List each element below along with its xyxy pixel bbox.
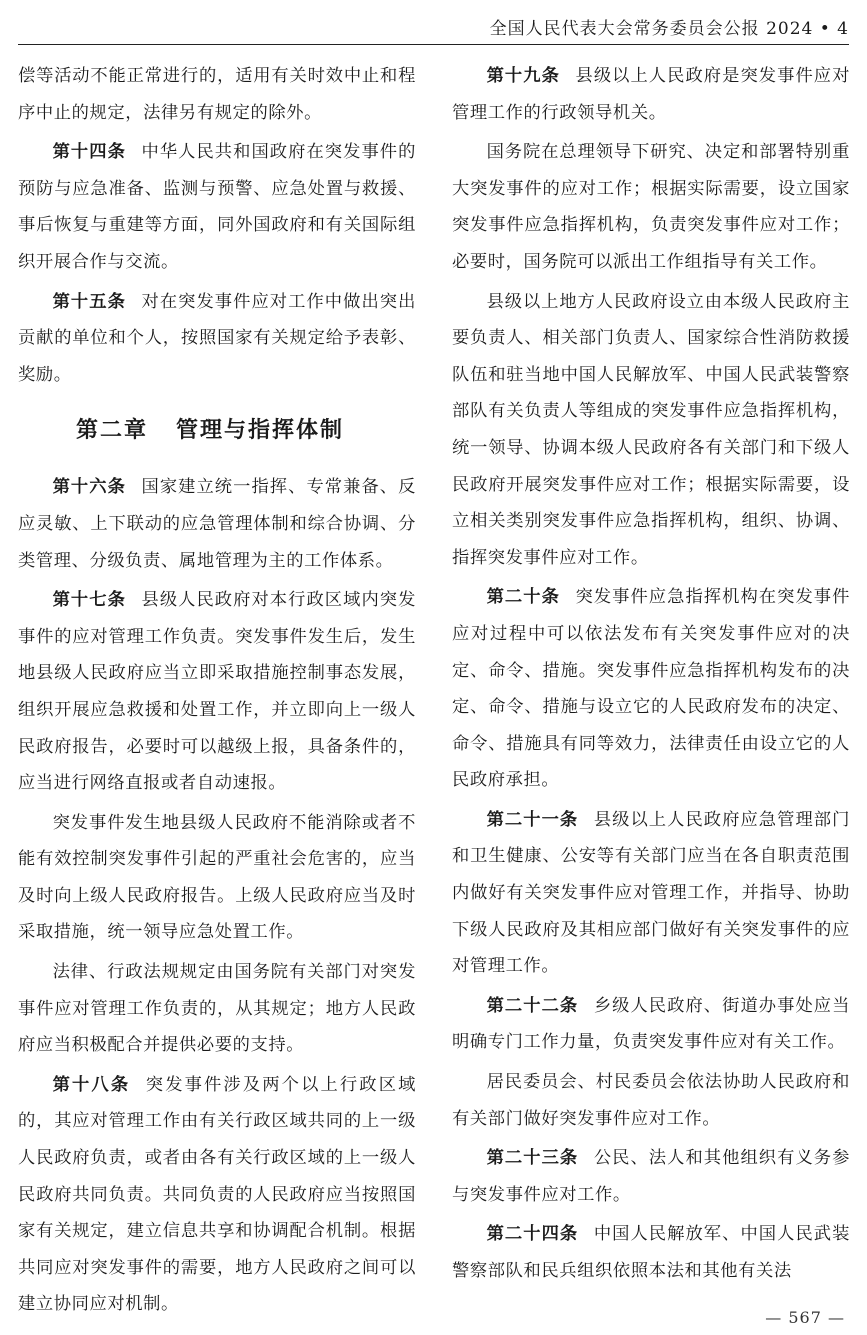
article-text: 公民、法人和其他组织有义务参与突发事件应对工作。 xyxy=(452,1148,850,1205)
article-16 xyxy=(18,469,416,579)
article-17 xyxy=(18,582,416,802)
paragraph-continuation: 偿等活动不能正常进行的，适用有关时效中止和程序中止的规定，法律另有规定的除外。 xyxy=(18,66,416,123)
article-23 xyxy=(452,1140,850,1213)
article-number: 第二十四条 xyxy=(486,1224,579,1245)
article-text: 突发事件涉及两个以上行政区域的，其应对管理工作由有关行政区域共同的上一级人民政府负责，或者由各有关行政区域的上一级人民政府共同负责。共同负责的人民政府应当按照国家有关规定，建立信息共享和协调配合机制。根据共同应对突发事件的需要，地方人民政府之间可以建立协同应对机制。 xyxy=(18,1074,416,1315)
article-number: 第十五条 xyxy=(52,291,126,312)
chapter-number: 第二章 xyxy=(76,418,149,444)
article-19-paragraph-2: 国务院在总理领导下研究、决定和部署特别重大突发事件的应对工作；根据实际需要，设立国家突发事件应急指挥机构，负责突发事件应对工作；必要时，国务院可以派出工作组指导有关工作。 xyxy=(452,142,850,272)
article-22-paragraph-2: 居民委员会、村民委员会依法协助人民政府和有关部门做好突发事件应对工作。 xyxy=(452,1072,850,1129)
article-text: 突发事件应急指挥机构在突发事件应对过程中可以依法发布有关突发事件应对的决定、命令、措施。突发事件应急指挥机构发布的决定、命令、措施与设立它的人民政府发布的决定、命令、措施具有同等效力，法律责任由设立它的人民政府承担。 xyxy=(452,587,850,791)
article-17-paragraph-3: 法律、行政法规规定由国务院有关部门对突发事件应对管理工作负责的，从其规定；地方人民政府应当积极配合并提供必要的支持。 xyxy=(18,962,416,1056)
gazette-title: 全国人民代表大会常务委员会公报 2024 • 4 xyxy=(489,19,849,39)
article-number: 第十六条 xyxy=(52,477,126,498)
article-21 xyxy=(452,802,850,985)
right-column xyxy=(452,58,850,1293)
left-column xyxy=(18,58,416,1326)
article-text: 对在突发事件应对工作中做出突出贡献的单位和个人，按照国家有关规定给予表彰、奖励。 xyxy=(18,291,416,385)
chapter-heading xyxy=(76,411,416,451)
article-number: 第十七条 xyxy=(52,590,126,611)
article-number: 第十九条 xyxy=(486,66,560,86)
article-14 xyxy=(18,134,416,280)
article-number: 第二十条 xyxy=(486,587,560,608)
article-text: 国家建立统一指挥、专常兼备、反应灵敏、上下联动的应急管理体制和综合协调、分类管理、分级负责、属地管理为主的工作体系。 xyxy=(18,477,416,571)
article-number: 第十四条 xyxy=(52,142,126,163)
page-header xyxy=(18,0,849,45)
article-22 xyxy=(452,988,850,1061)
article-18 xyxy=(18,1067,416,1323)
article-text: 县级人民政府对本行政区域内突发事件的应对管理工作负责。突发事件发生后，发生地县级人民政府应当立即采取措施控制事态发展，组织开展应急救援和处置工作，并立即向上一级人民政府报告，必要时可以越级上报，具备条件的，应当进行网络直报或者自动速报。 xyxy=(18,590,416,794)
article-24 xyxy=(452,1216,850,1289)
article-20 xyxy=(452,579,850,799)
article-number: 第二十一条 xyxy=(486,809,579,830)
article-17-paragraph-2: 突发事件发生地县级人民政府不能消除或者不能有效控制突发事件引起的严重社会危害的，应当及时向上级人民政府报告。上级人民政府应当及时采取措施，统一领导应急处置工作。 xyxy=(18,812,416,943)
article-number: 第二十二条 xyxy=(486,995,579,1016)
article-number: 第二十三条 xyxy=(486,1148,579,1169)
article-text: 中国人民解放军、中国人民武装警察部队和民兵组织依照本法和其他有关法 xyxy=(452,1224,850,1281)
article-19-paragraph-3: 县级以上地方人民政府设立由本级人民政府主要负责人、相关部门负责人、国家综合性消防救援队伍和驻当地中国人民解放军、中国人民武装警察部队有关负责人等组成的突发事件应急指挥机构，统一领导、协调本级人民政府各有关部门和下级人民政府开展突发事件应对工作；根据实际需要，设立相关类别突发事件应急指挥机构，组织、协调、指挥突发事件应对工作。 xyxy=(452,291,850,568)
page-number: — 567 — xyxy=(765,1308,845,1327)
article-text: 中华人民共和国政府在突发事件的预防与应急准备、监测与预警、应急处置与救援、事后恢复与重建等方面，同外国政府和有关国际组织开展合作与交流。 xyxy=(18,142,416,272)
article-19 xyxy=(452,58,850,131)
article-15 xyxy=(18,284,416,394)
article-text: 县级以上人民政府是突发事件应对管理工作的行政领导机关。 xyxy=(452,66,850,123)
article-number: 第十八条 xyxy=(52,1074,131,1095)
article-text: 乡级人民政府、街道办事处应当明确专门工作力量，负责突发事件应对有关工作。 xyxy=(452,995,850,1053)
article-text: 县级以上人民政府应急管理部门和卫生健康、公安等有关部门应当在各自职责范围内做好有关突发事件应对管理工作，并指导、协助下级人民政府及其相应部门做好有关突发事件的应对管理工作。 xyxy=(452,809,850,977)
chapter-title: 管理与指挥体制 xyxy=(176,418,345,444)
